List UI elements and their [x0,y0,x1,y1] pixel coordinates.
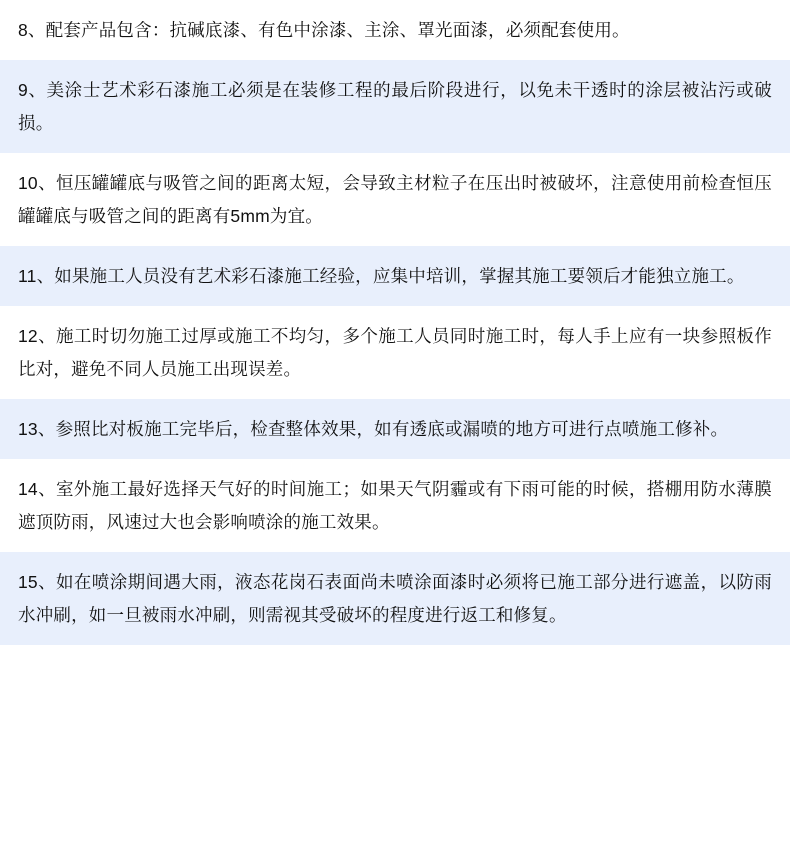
paragraph-item-10: 10、恒压罐罐底与吸管之间的距离太短，会导致主材粒子在压出时被破坏，注意使用前检查恒压罐罐底与吸管之间的距离有5mm为宜。 [0,153,790,246]
paragraph-item-12: 12、施工时切勿施工过厚或施工不均匀，多个施工人员同时施工时，每人手上应有一块参照板作比对，避免不同人员施工出现误差。 [0,306,790,399]
paragraph-item-9: 9、美涂士艺术彩石漆施工必须是在装修工程的最后阶段进行，以免未干透时的涂层被沾污或破损。 [0,60,790,153]
paragraph-item-13: 13、参照比对板施工完毕后，检查整体效果，如有透底或漏喷的地方可进行点喷施工修补。 [0,399,790,459]
paragraph-item-14: 14、室外施工最好选择天气好的时间施工；如果天气阴霾或有下雨可能的时候，搭棚用防水薄膜遮顶防雨，风速过大也会影响喷涂的施工效果。 [0,459,790,552]
paragraph-item-8: 8、配套产品包含：抗碱底漆、有色中涂漆、主涂、罩光面漆，必须配套使用。 [0,0,790,60]
paragraph-item-15: 15、如在喷涂期间遇大雨，液态花岗石表面尚未喷涂面漆时必须将已施工部分进行遮盖，以防雨水冲刷，如一旦被雨水冲刷，则需视其受破坏的程度进行返工和修复。 [0,552,790,645]
bottom-spacer [0,645,790,705]
paragraph-item-11: 11、如果施工人员没有艺术彩石漆施工经验，应集中培训，掌握其施工要领后才能独立施工。 [0,246,790,306]
